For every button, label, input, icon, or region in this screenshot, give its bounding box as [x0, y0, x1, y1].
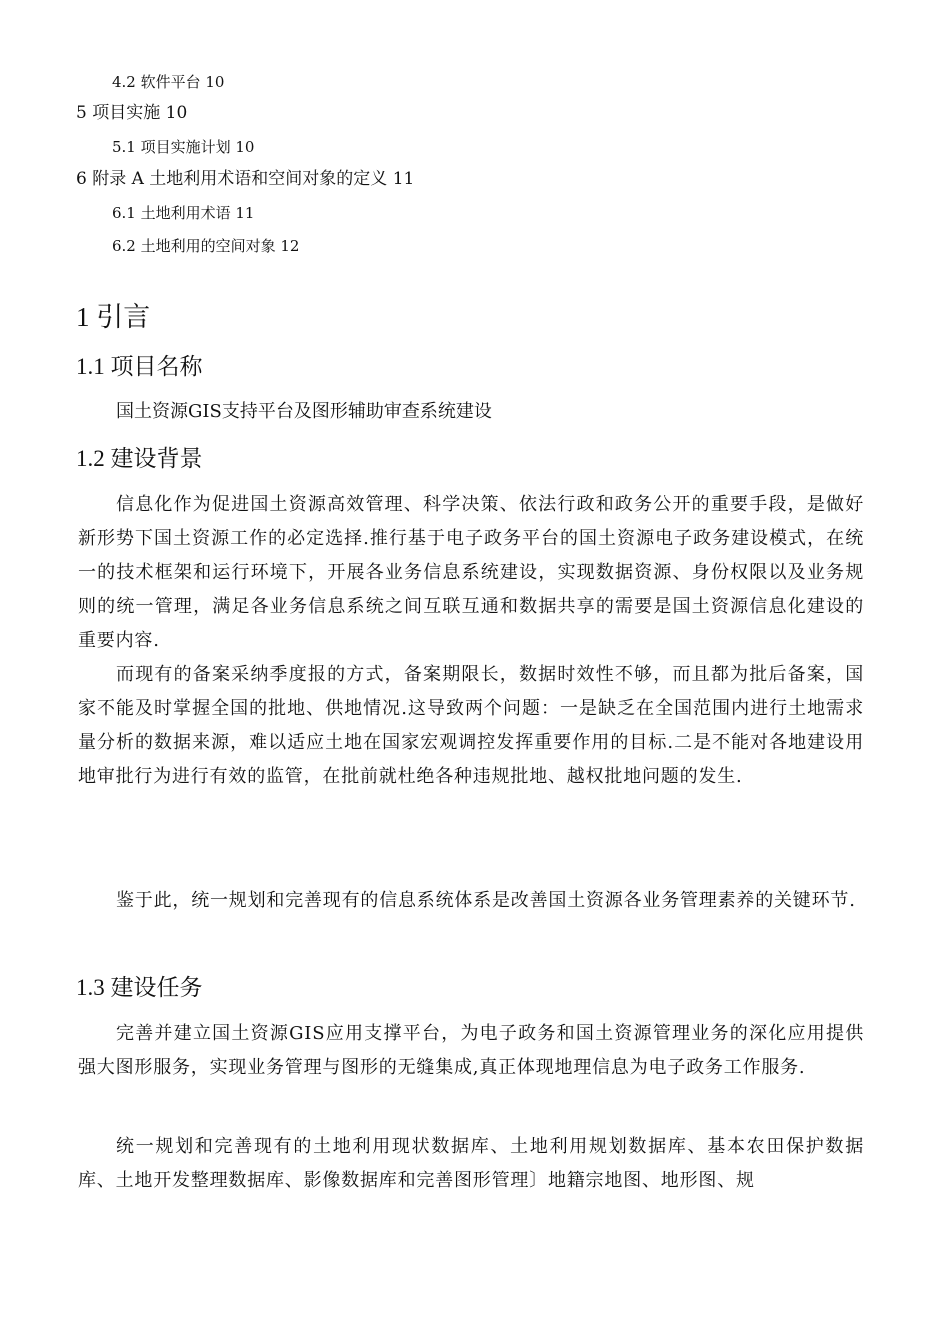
toc-entry[interactable]: 6.2 土地利用的空间对象 12 — [112, 237, 300, 255]
toc-entry[interactable]: 5.1 项目实施计划 10 — [112, 138, 255, 156]
subsection-heading: 1.3 建设任务 — [76, 975, 203, 1000]
paragraph: 统一规划和完善现有的土地利用现状数据库、土地利用规划数据库、基本农田保护数据库、土地开发整理数据库、影像数据库和完善图形管理〕地籍宗地图、地形图、规 — [78, 1136, 864, 1191]
toc-entry[interactable]: 4.2 软件平台 10 — [112, 73, 225, 91]
paragraph: 国土资源GIS支持平台及图形辅助审查系统建设 — [116, 401, 492, 422]
paragraph: 信息化作为促进国土资源高效管理、科学决策、依法行政和政务公开的重要手段，是做好新形势下国土资源工作的必定选择.推行基于电子政务平台的国土资源电子政务建设模式，在统一的技术框架和运行环境下，开展各业务信息系统建设，实现数据资源、身份权限以及业务规则的统一管理，满足各业务信息系统之间互联互通和数据共享的需要是国土资源信息化建设的重要内容. — [78, 494, 864, 651]
toc-entry[interactable]: 5 项目实施 10 — [76, 103, 188, 123]
subsection-heading: 1.1 项目名称 — [76, 354, 203, 379]
paragraph: 鉴于此，统一规划和完善现有的信息系统体系是改善国土资源各业务管理素养的关键环节. — [116, 890, 856, 911]
toc-entry[interactable]: 6 附录 A 土地利用术语和空间对象的定义 11 — [76, 169, 415, 189]
toc-entry[interactable]: 6.1 土地利用术语 11 — [112, 204, 255, 222]
paragraph: 而现有的备案采纳季度报的方式，备案期限长，数据时效性不够，而且都为批后备案，国家不能及时掌握全国的批地、供地情况.这导致两个问题：一是缺乏在全国范围内进行土地需求量分析的数据来源，难以适应土地在国家宏观调控发挥重要作用的目标.二是不能对各地建设用地审批行为进行有效的监管，在批前就杜绝各种违规批地、越权批地问题的发生. — [78, 664, 864, 787]
paragraph: 完善并建立国土资源GIS应用支撑平台，为电子政务和国土资源管理业务的深化应用提供强大图形服务，实现业务管理与图形的无缝集成,真正体现地理信息为电子政务工作服务. — [78, 1023, 864, 1078]
subsection-heading: 1.2 建设背景 — [76, 446, 203, 471]
section-heading: 1 引言 — [76, 302, 151, 332]
